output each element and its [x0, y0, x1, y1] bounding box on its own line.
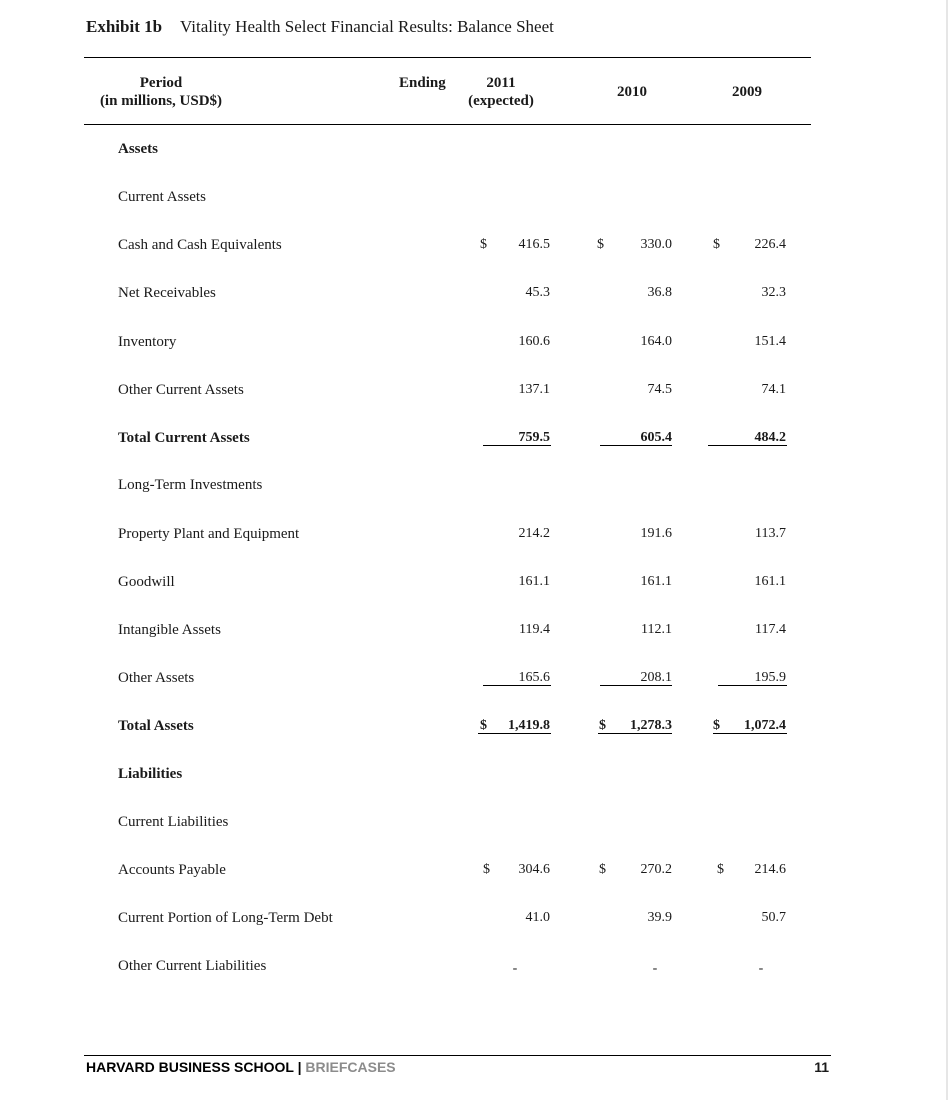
value-2011: 165.6 [518, 670, 550, 685]
value-2010: 112.1 [641, 622, 672, 637]
col-2011-note: (expected) [468, 93, 534, 109]
table-row [0, 524, 948, 544]
table-row [0, 139, 948, 159]
table-row [0, 380, 948, 400]
currency-symbol: $ [713, 718, 720, 733]
table-row [0, 860, 948, 880]
row-label: Intangible Assets [118, 622, 221, 638]
value-2009: - [758, 961, 764, 976]
value-2010: 270.2 [640, 862, 672, 877]
period-header [90, 74, 232, 110]
table-row [0, 668, 948, 688]
value-2011: 759.5 [518, 430, 550, 445]
value-2009: 484.2 [754, 430, 786, 445]
footer-rule [84, 1055, 831, 1056]
row-label: Liabilities [118, 766, 183, 782]
table-row [0, 428, 948, 448]
value-2011: 119.4 [519, 622, 550, 637]
col-2011-year: 2011 [486, 75, 516, 91]
row-label: Inventory [118, 334, 177, 350]
table-row [0, 716, 948, 736]
value-2010: 605.4 [640, 430, 672, 445]
value-2010: 161.1 [640, 574, 672, 589]
exhibit-heading [86, 17, 554, 37]
table-row [0, 908, 948, 928]
value-2010: 191.6 [640, 526, 672, 541]
row-label: Assets [118, 141, 158, 157]
value-2009: 74.1 [761, 382, 786, 397]
value-2011: 45.3 [525, 285, 550, 300]
footer-briefcases: BRIEFCASES [305, 1059, 396, 1075]
row-label: Current Liabilities [118, 814, 229, 830]
row-label: Total Assets [118, 718, 194, 734]
table-row [0, 764, 948, 784]
value-2010: 208.1 [640, 670, 672, 685]
row-label: Total Current Assets [118, 430, 250, 446]
row-label: Current Assets [118, 189, 206, 205]
currency-symbol: $ [599, 862, 606, 877]
col-2009-header: 2009 [732, 84, 762, 100]
value-2009: 214.6 [754, 862, 786, 877]
period-label: Period [139, 75, 183, 91]
value-2009: 226.4 [754, 237, 786, 252]
footer-school: HARVARD BUSINESS SCHOOL [86, 1059, 294, 1075]
currency-symbol: $ [483, 862, 490, 877]
value-2010: 164.0 [640, 334, 672, 349]
value-2009: 32.3 [761, 285, 786, 300]
table-row [0, 812, 948, 832]
col-2011-header [460, 74, 542, 110]
col-2010-header: 2010 [617, 84, 647, 100]
value-2010: 74.5 [647, 382, 672, 397]
value-2011: 416.5 [518, 237, 550, 252]
value-2009: 151.4 [754, 334, 786, 349]
row-label: Property Plant and Equipment [118, 526, 300, 542]
table-row [0, 332, 948, 352]
table-row [0, 572, 948, 592]
row-label: Net Receivables [118, 285, 216, 301]
table-row [0, 283, 948, 303]
row-label: Other Current Assets [118, 382, 244, 398]
row-label: Long-Term Investments [118, 477, 263, 493]
ending-header: Ending [399, 75, 446, 91]
value-2010: 39.9 [647, 910, 672, 925]
currency-symbol: $ [713, 237, 720, 252]
value-2010: 1,278.3 [630, 718, 672, 733]
value-2009: 161.1 [754, 574, 786, 589]
value-2011: 160.6 [518, 334, 550, 349]
page-number: 11 [814, 1059, 829, 1075]
value-2009: 195.9 [754, 670, 786, 685]
currency-symbol: $ [599, 718, 606, 733]
row-label: Accounts Payable [118, 862, 226, 878]
currency-symbol: $ [717, 862, 724, 877]
value-2011: 41.0 [525, 910, 550, 925]
row-label: Current Portion of Long-Term Debt [118, 910, 333, 926]
row-label: Cash and Cash Equivalents [118, 237, 282, 253]
value-2009: 117.4 [755, 622, 786, 637]
value-2010: 36.8 [647, 285, 672, 300]
table-row [0, 620, 948, 640]
value-2011: - [512, 961, 518, 976]
footer-separator: | [297, 1059, 302, 1075]
row-label: Other Current Liabilities [118, 958, 267, 974]
exhibit-label: Exhibit 1b [86, 17, 163, 36]
table-header-rule [84, 124, 811, 125]
value-2011: 137.1 [518, 382, 550, 397]
value-2011: 304.6 [518, 862, 550, 877]
footer-brand [86, 1059, 396, 1075]
table-row [0, 956, 948, 976]
value-2009: 1,072.4 [744, 718, 786, 733]
value-2010: 330.0 [640, 237, 672, 252]
table-top-rule [84, 57, 811, 58]
table-row [0, 475, 948, 495]
currency-symbol: $ [597, 237, 604, 252]
value-2011: 1,419.8 [508, 718, 550, 733]
row-label: Other Assets [118, 670, 195, 686]
value-2010: - [652, 961, 658, 976]
value-2011: 214.2 [518, 526, 550, 541]
value-2009: 113.7 [755, 526, 786, 541]
table-row [0, 235, 948, 255]
table-row [0, 187, 948, 207]
units-label: (in millions, USD$) [99, 93, 223, 109]
row-label: Goodwill [118, 574, 175, 590]
exhibit-title: Vitality Health Select Financial Results: Balance Sheet [180, 17, 554, 36]
value-2009: 50.7 [761, 910, 786, 925]
currency-symbol: $ [480, 718, 487, 733]
currency-symbol: $ [480, 237, 487, 252]
value-2011: 161.1 [518, 574, 550, 589]
